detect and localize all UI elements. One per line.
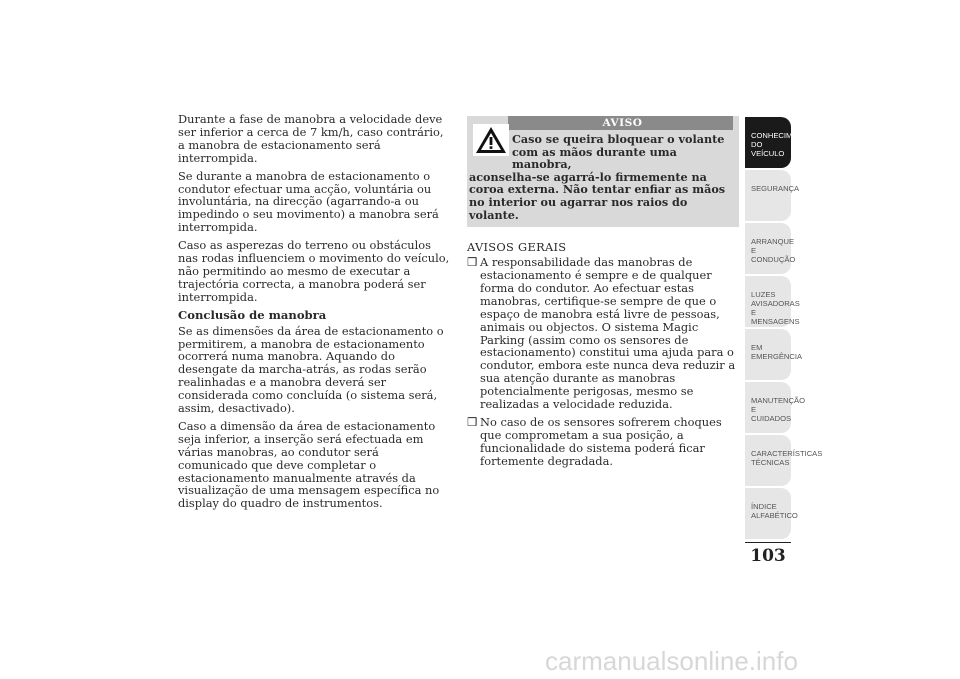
checkbox-bullet-icon: ❒ — [467, 414, 478, 429]
paragraph: Caso as asperezas do terreno ou obstáculos nas rodas influenciem o movimento do veículo, não permitindo ao mesmo de executar a trajectória correcta, a manobra poderá ser interrompida. — [178, 238, 450, 304]
warning-text-lead: Caso se queira bloquear o volante com as mãos durante uma manobra, — [512, 132, 725, 172]
paragraph: Durante a fase de manobra a velocidade deve ser inferior a cerca de 7 km/h, caso contrário, a manobra de estacionamento será interrompida. — [178, 112, 444, 165]
list-item — [467, 256, 739, 411]
list-item — [467, 416, 739, 468]
tab-manutencao-e-cuidados[interactable]: MANUTENÇÃO E CUIDADOS — [745, 382, 791, 433]
warning-triangle-icon — [473, 124, 509, 156]
warning-text: aconselha-se agarrá-lo firmemente na coroa externa. Não tentar enfiar as mãos no interior ou agarrar nos raios do volante. — [469, 169, 726, 222]
list-item-text: A responsabilidade das manobras de estacionamento é sempre e de qualquer forma do condutor. Ao efectuar estas manobras, certifique-se sempre de que o espaço de manobra está livre de pessoas, animais ou objectos. O sistema Magic Parking (assim como os sensores de estacionamento) constitui uma ajuda para o condutor, embora este nunca deva reduzir a sua atenção durante as manobras potencialmente perigosas, mesmo se realizadas a velocidade reduzida. — [480, 255, 736, 412]
list-item-text: No caso de os sensores sofrerem choques que comprometam a sua posição, a funcionalidade do sistema poderá ficar fortemente degradada. — [480, 414, 722, 468]
page-number-rule — [745, 542, 791, 543]
tab-indice-alfabetico[interactable]: ÍNDICE ALFABÉTICO — [745, 488, 791, 539]
tab-arranque-e-conducao[interactable]: ARRANQUE E CONDUÇÃO — [745, 223, 791, 274]
tab-conhecimento-do-veiculo[interactable]: CONHECIMENTO DO VEÍCULO — [745, 117, 791, 168]
right-column — [467, 116, 739, 473]
paragraph: Se as dimensões da área de estacionamento o permitirem, a manobra de estacionamento ocorrerá numa manobra. Aquando do desengate da marcha-atrás, as rodas serão realinhadas e a manobra deverá ser considerada como concluída (o sistema será, assim, desactivado). — [178, 323, 444, 416]
left-column — [178, 113, 450, 515]
paragraph: Se durante a manobra de estacionamento o condutor efectuar uma acção, voluntária ou involuntária, na direcção (agarrando-a ou impedindo o seu movimento) a manobra será interrompida. — [178, 168, 439, 235]
tab-caracteristicas-tecnicas[interactable]: CARACTERÍSTICAS TÉCNICAS — [745, 435, 791, 486]
tab-em-emergencia[interactable]: EM EMERGÊNCIA — [745, 329, 791, 380]
watermark: carmanualsonline.info — [545, 646, 798, 676]
checkbox-bullet-icon: ❒ — [467, 255, 478, 270]
warning-box — [467, 116, 739, 227]
section-heading: Conclusão de manobra — [178, 307, 327, 322]
tab-seguranca[interactable]: SEGURANÇA — [745, 170, 791, 221]
tab-luzes-avisadoras[interactable]: LUZES AVISADORAS E MENSAGENS — [745, 276, 791, 327]
warning-title: AVISO — [508, 116, 733, 130]
page-number: 103 — [750, 546, 786, 566]
paragraph: Caso a dimensão da área de estacionamento seja inferior, a inserção será efectuada em várias manobras, ao condutor será comunicado que deve completar o estacionamento manualmente através da visualização de uma mensagem específica no display do quadro de instrumentos. — [178, 418, 440, 511]
chapter-tabs — [745, 117, 823, 541]
general-warnings — [467, 241, 739, 467]
section-heading: AVISOS GERAIS — [467, 240, 567, 255]
